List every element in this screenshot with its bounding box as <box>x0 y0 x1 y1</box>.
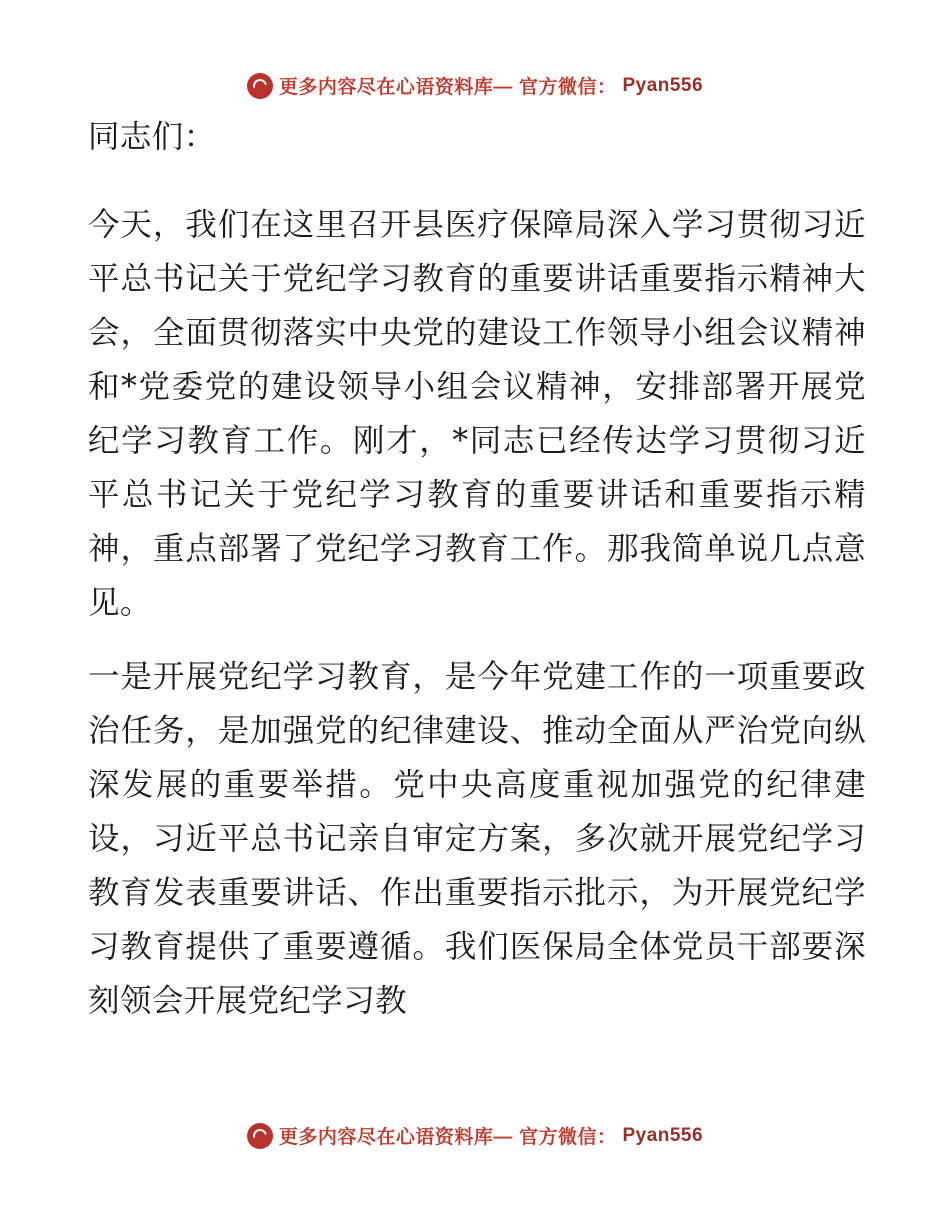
watermark-main-text: 更多内容尽在心语资料库— <box>278 77 513 98</box>
circle-swirl-logo-icon <box>247 73 273 99</box>
circle-swirl-logo-icon <box>247 1123 273 1149</box>
watermark-sub-text: 官方微信： <box>518 1127 617 1148</box>
watermark-footer <box>0 1122 950 1149</box>
document-body <box>88 110 866 1032</box>
body-paragraph-2: 一是开展党纪学习教育，是今年党建工作的一项重要政治任务，是加强党的纪律建设、推动全面从严治党向纵深发展的重要举措。党中央高度重视加强党的纪律建设，习近平总书记亲自审定方案，多次就开展党纪学习教育发表重要讲话、作出重要指示批示，为开展党纪学习教育提供了重要遵循。我们医保局全体党员干部要深刻领会开展党纪学习教 <box>88 659 866 1019</box>
paragraph-spacer <box>88 182 866 198</box>
watermark-account-id: Pyan556 <box>622 1124 704 1146</box>
watermark-header <box>0 72 950 99</box>
watermark-main-text: 更多内容尽在心语资料库— <box>278 1127 513 1148</box>
body-paragraph-1: 今天，我们在这里召开县医疗保障局深入学习贯彻习近平总书记关于党纪学习教育的重要讲话重要指示精神大会，全面贯彻落实中央党的建设工作领导小组会议精神和*党委党的建设领导小组会议精神，安排部署开展党纪学习教育工作。刚才，*同志已经传达学习贯彻习近平总书记关于党纪学习教育的重要讲话和重要指示精神，重点部署了党纪学习教育工作。那我简单说几点意见。 <box>88 207 866 621</box>
watermark-sub-text: 官方微信： <box>518 77 617 98</box>
watermark-account-id: Pyan556 <box>622 74 704 96</box>
salutation-line: 同志们： <box>88 119 216 155</box>
paragraph-spacer <box>88 634 866 650</box>
